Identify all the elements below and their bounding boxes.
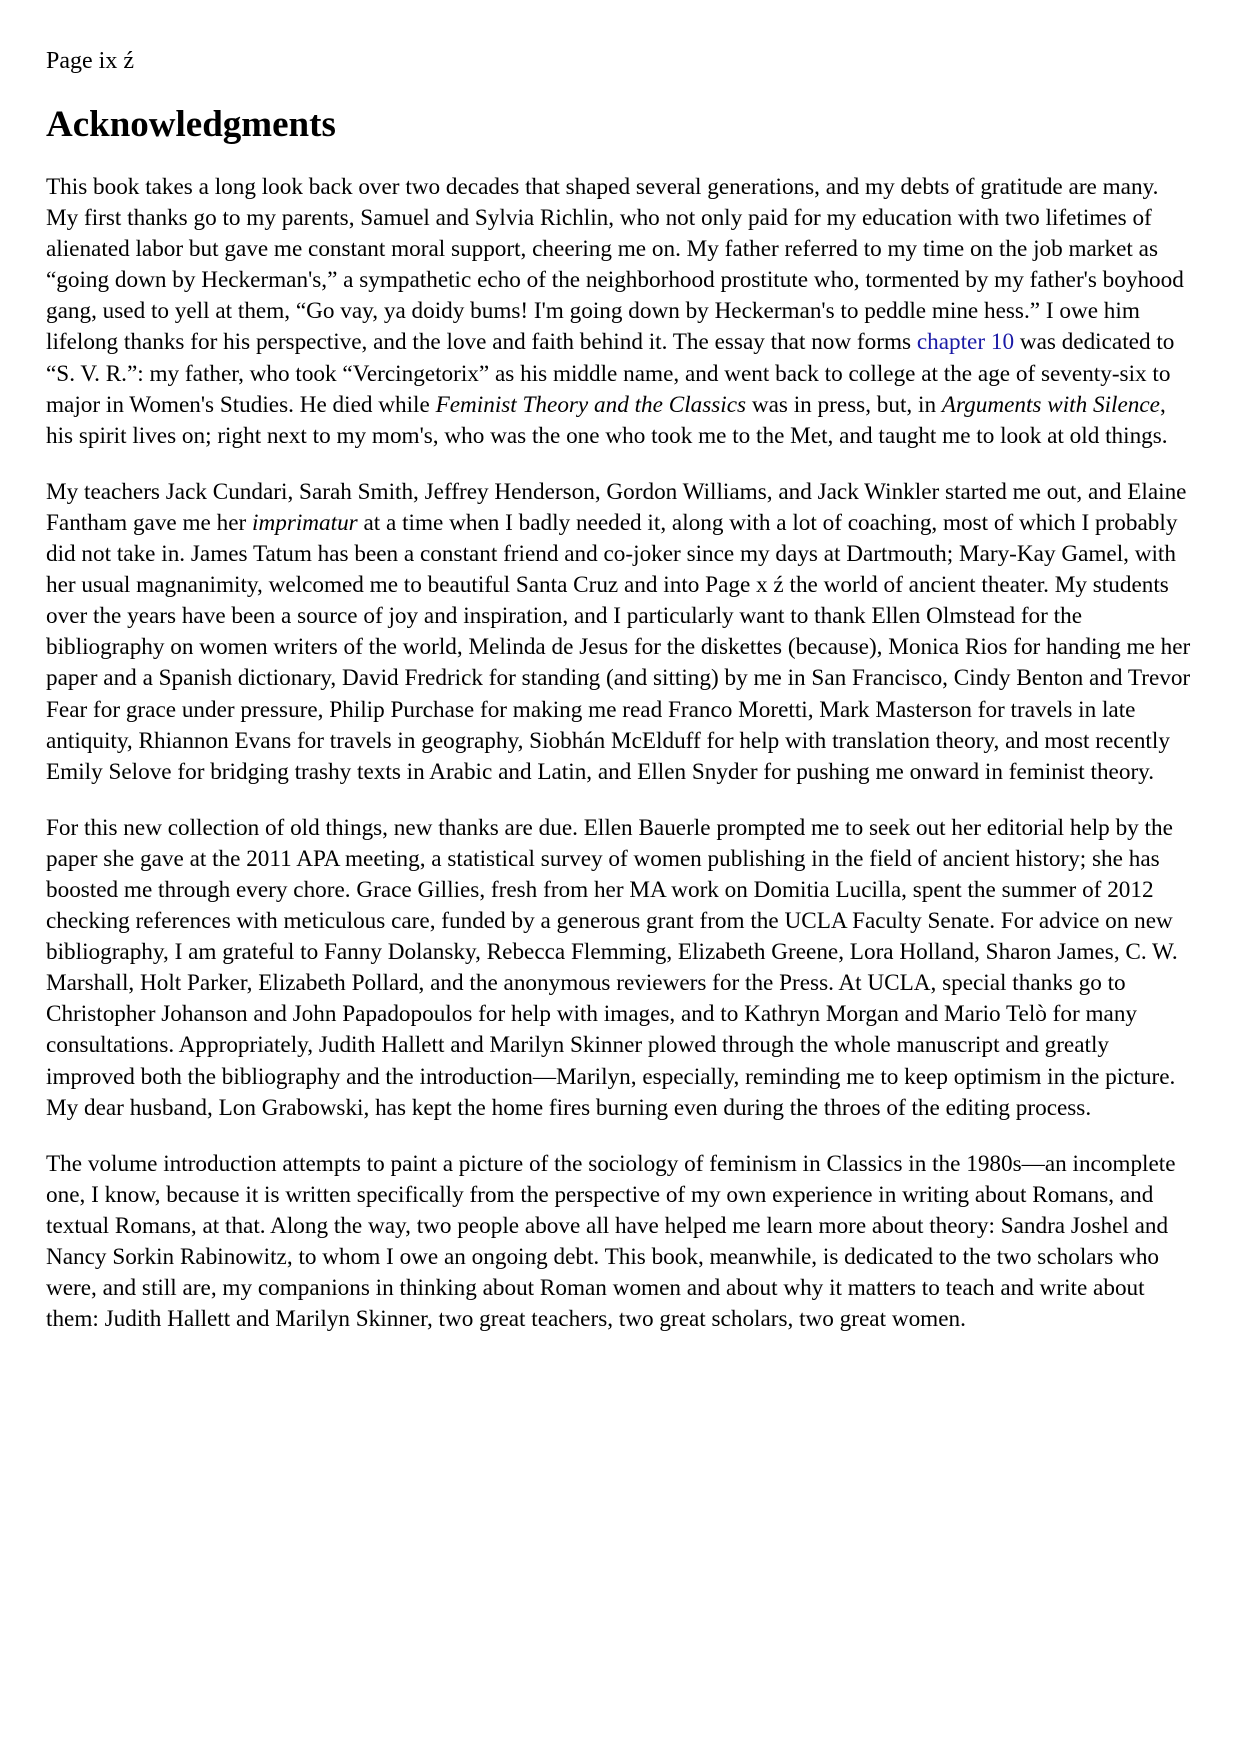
paragraph-2-text-b: at a time when I badly needed it, along with a lot of coaching, most of which I probably did not take in. James Tatum has been a constant friend and co-joker since my days at Dartmouth; Mary-Kay Gamel, with her usual magnanimity, welcomed me to beautiful Santa Cruz and into Page x ź the world of ancient theater. My students over the years have been a source of joy and inspiration, and I particularly want to thank Ellen Olmstead for the bibliography on women writers of the world, Melinda de Jesus for the diskettes (because), Monica Rios for handing me her paper and a Spanish dictionary, David Fredrick for standing (and sitting) by me in San Francisco, Cindy Benton and Trevor Fear for grace under pressure, Philip Purchase for making me read Franco Moretti, Mark Masterson for travels in late antiquity, Rhiannon Evans for travels in geography, Siobhán McElduff for help with translation theory, and most recently Emily Selove for bridging trashy texts in Arabic and Latin, and Ellen Snyder for pushing me onward in feminist theory. <box>46 509 1191 785</box>
chapter-10-link[interactable]: chapter 10 <box>916 329 1015 356</box>
paragraph-2-text-a: My teachers Jack Cundari, Sarah Smith, Jeffrey Henderson, Gordon Williams, and Jack Winkler started me out, and Elaine Fantham gave me her <box>46 478 1187 536</box>
paragraph-1-text-a: This book takes a long look back over two decades that shaped several generations, and my debts of gratitude are many. My first thanks go to my parents, Samuel and Sylvia Richlin, who not only paid for my education with two lifetimes of alienated labor but gave me constant moral support, cheering me on. My father referred to my time on the job market as “going down by Heckerman's,” a sympathetic echo of the neighborhood prostitute who, tormented by my father's boyhood gang, used to yell at them, “Go vay, ya doidy bums! I'm going down by Heckerman's to peddle mine hess.” I owe him lifelong thanks for his perspective, and the love and faith behind it. The essay that now forms <box>46 174 1184 356</box>
book-title-arguments-with-silence: Arguments with Silence <box>941 391 1160 418</box>
paragraph-2 <box>46 477 1196 788</box>
page-title: Acknowledgments <box>46 104 336 145</box>
paragraph-1-text-d: , his spirit lives on; right next to my mom's, who was the one who took me to the Met, and taught me to look at old things. <box>46 391 1168 449</box>
paragraph-1-text-b: was dedicated to “S. V. R.”: my father, who took “Vercingetorix” as his middle name, and went back to college at the age of seventy-six to major in Women's Studies. He died while <box>46 329 1175 418</box>
book-title-feminist-theory: Feminist Theory and the Classics <box>435 391 747 418</box>
paragraph-4: The volume introduction attempts to paint a picture of the sociology of feminism in Classics in the 1980s—an incomplete one, I know, because it is written specifically from the perspective of my own experience in writing about Romans, and textual Romans, at that. Along the way, two people above all have helped me learn more about theory: Sandra Joshel and Nancy Sorkin Rabinowitz, to whom I owe an ongoing debt. This book, meanwhile, is dedicated to the two scholars who were, and still are, my companions in thinking about Roman women and about why it matters to teach and write about them: Judith Hallett and Marilyn Skinner, two great teachers, two great scholars, two great women. <box>46 1150 1176 1333</box>
paragraph-1-text-c: was in press, but, in <box>746 391 942 418</box>
paragraph-1 <box>46 172 1196 452</box>
imprimatur-italic: imprimatur <box>252 509 358 536</box>
page-marker: Page ix ź <box>46 48 134 74</box>
paragraph-3: For this new collection of old things, new thanks are due. Ellen Bauerle prompted me to seek out her editorial help by the paper she gave at the 2011 APA meeting, a statistical survey of women publishing in the field of ancient history; she has boosted me through every chore. Grace Gillies, fresh from her MA work on Domitia Lucilla, spent the summer of 2012 checking references with meticulous care, funded by a generous grant from the UCLA Faculty Senate. For advice on new bibliography, I am grateful to Fanny Dolansky, Rebecca Flemming, Elizabeth Greene, Lora Holland, Sharon James, C. W. Marshall, Holt Parker, Elizabeth Pollard, and the anonymous reviewers for the Press. At UCLA, special thanks go to Christopher Johanson and John Papadopoulos for help with images, and to Kathryn Morgan and Mario Telò for many consultations. Appropriately, Judith Hallett and Marilyn Skinner plowed through the whole manuscript and greatly improved both the bibliography and the introduction—Marilyn, especially, reminding me to keep optimism in the picture. My dear husband, Lon Grabowski, has kept the home fires burning even during the throes of the editing process. <box>46 814 1178 1121</box>
